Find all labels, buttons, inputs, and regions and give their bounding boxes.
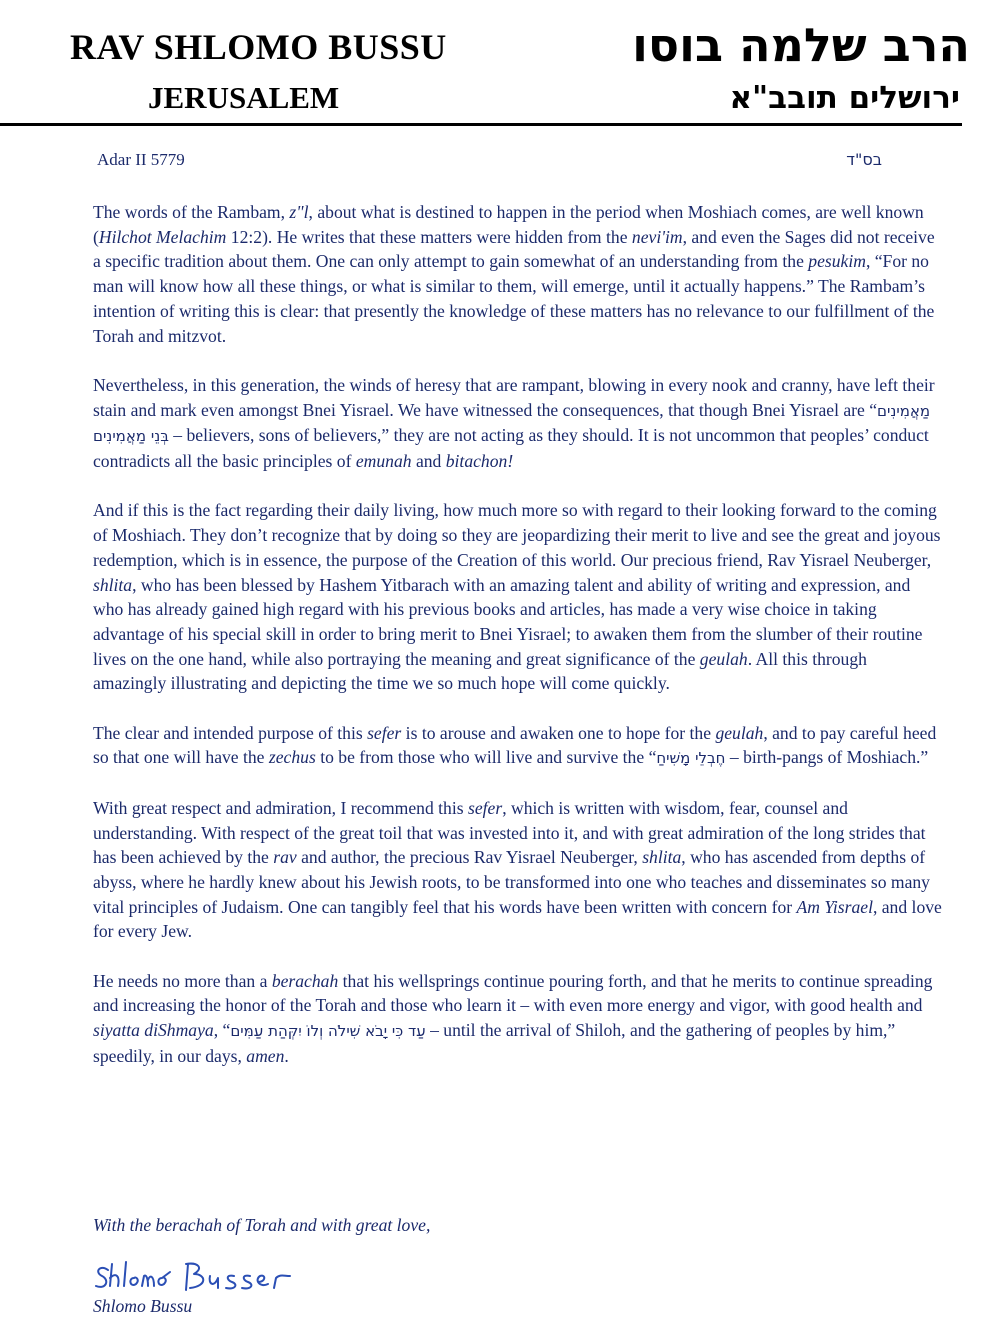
letter-body	[93, 200, 943, 1093]
paragraph-5: With great respect and admiration, I recommend this sefer, which is written with wisdom, fear, counsel and understanding. With respect of the great toil that was invested into it, and with great admiration of the long strides that has been achieved by the rav and author, the precious Rav Yisrael Neuberger, shlita, who has ascended from depths of abyss, where he hardly knew about his Jewish roots, to be transformed into one who teaches and disseminates so many vital principles of Judaism. One can tangibly feel that his words have been written with concern for Am Yisrael, and love for every Jew.	[93, 797, 942, 942]
letterhead-name-he: הרב שלמה בוסו	[632, 18, 970, 72]
letter-date: Adar II 5779	[97, 150, 185, 169]
letterhead-city-he: ירושלים תובב"א	[729, 80, 960, 116]
paragraph-1: The words of the Rambam, z"l, about what is destined to happen in the period when Moshiach comes, are well known (Hilchot Melachim 12:2). He writes that these matters were hidden from the nevi'im, and even the Sages did not receive a specific tradition about them. One can only attempt to gain somewhat of an understanding from the pesukim, “For no man will know how all these things, or what is similar to them, will emerge, until it actually happens.” The Rambam’s intention of writing this is clear: that presently the knowledge of these matters has no relevance to our fulfillment of the Torah and mitzvot.	[93, 202, 935, 346]
letterhead-divider	[0, 123, 962, 126]
paragraph-6: He needs no more than a berachah that his wellsprings continue pouring forth, and that he merits to continue spreading and increasing the honor of the Torah and those who learn it – with even more energy and vigor, with good health and siyatta diShmaya, “עַד כִּי יָבֹא שִׁילֹה וְלוֹ יִקְּהַת עַמִּים – until the arrival of Shiloh, and the gathering of peoples by him,” speedily, in our days, amen.	[93, 970, 933, 1066]
letterhead-name-en: RAV SHLOMO BUSSU	[70, 27, 447, 67]
hebrew-phrase: חֶבְלֵי מָשִׁיחַ	[656, 749, 726, 768]
paragraph-2: Nevertheless, in this generation, the winds of heresy that are rampant, blowing in every nook and cranny, have left their stain and mark even amongst Bnei Yisrael. We have witnessed the consequences, that though Bnei Yisrael are “מַאֲמִינִים בְּנֵי מַאֲמִינִים – believers, sons of believers,” they are not acting as they should. It is not uncommon that peoples’ conduct contradicts all the basic principles of emunah and bitachon!	[93, 374, 935, 472]
paragraph-4: The clear and intended purpose of this sefer is to arouse and awaken one to hope for the geulah, and to pay careful heed so that one will have the zechus to be from those who will live and survive the “חֶבְלֵי מָשִׁיחַ – birth-pangs of Moshiach.”	[93, 722, 937, 768]
hebrew-phrase: מַאֲמִינִים בְּנֵי מַאֲמִינִים	[93, 401, 931, 446]
letterhead	[0, 0, 1000, 130]
closing-line: With the berachah of Torah and with great love,	[93, 1215, 431, 1235]
bsd-mark: בס"ד	[846, 150, 882, 169]
handwritten-signature	[90, 1258, 300, 1298]
paragraph-3: And if this is the fact regarding their daily living, how much more so with regard to their looking forward to the coming of Moshiach. They don’t recognize that by doing so they are jeopardizing their merit to live and see the great and joyous redemption, which is in essence, the purpose of the Creation of this world. Our precious friend, Rav Yisrael Neuberger, shlita, who has been blessed by Hashem Yitbarach with an amazing talent and ability of writing and expression, and who has already gained high regard with his previous books and articles, has made a very wise choice in taking advantage of his special skill in order to bring merit to Bnei Yisrael; to awaken them from the slumber of their routine lives on the one hand, while also portraying the meaning and great significance of the geulah. All this through amazingly illustrating and depicting the time we so much hope will come quickly.	[93, 500, 941, 694]
letterhead-city-en: JERUSALEM	[148, 80, 340, 115]
signer-name: Shlomo Bussu	[93, 1296, 193, 1316]
hebrew-phrase: עַד כִּי יָבֹא שִׁילֹה וְלוֹ יִקְּהַת עַמִּים	[230, 1022, 426, 1041]
